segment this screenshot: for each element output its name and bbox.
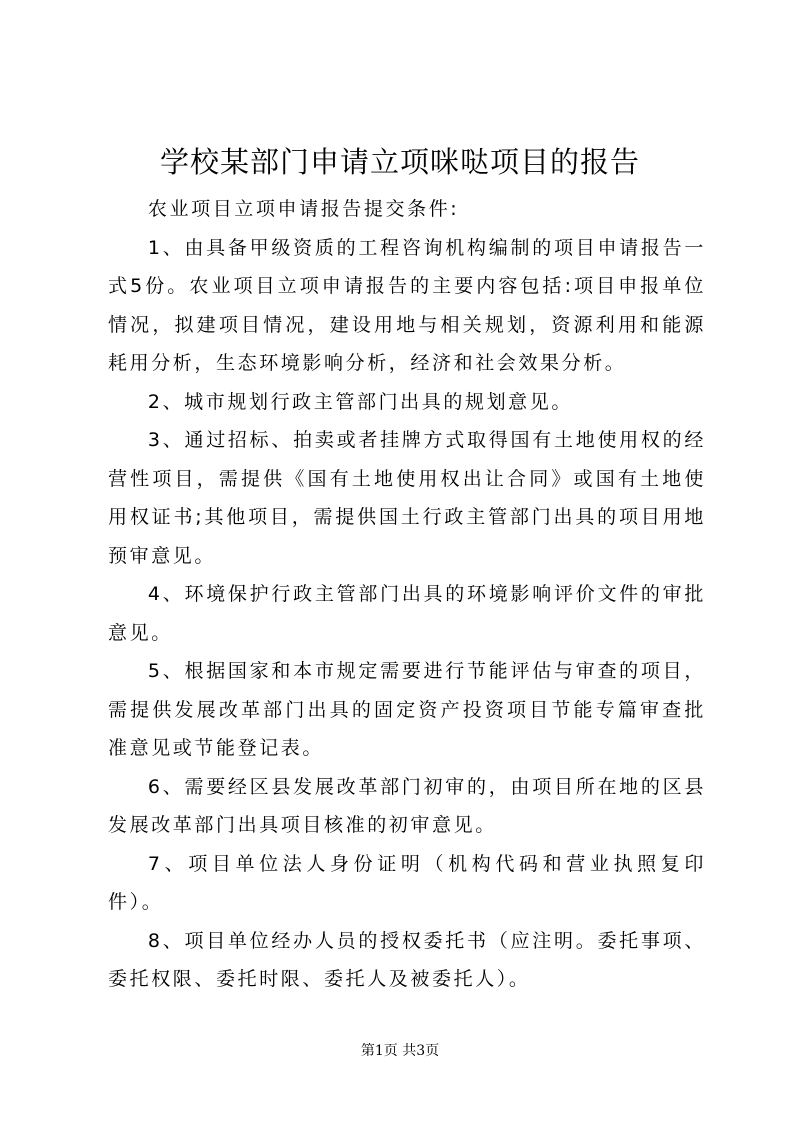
page-number-footer: 第1页 共3页	[360, 1043, 440, 1059]
paragraph-item-2: 2、城市规划行政主管部门出具的规划意见。	[147, 390, 573, 413]
paragraph-item-5: 5、根据国家和本市规定需要进行节能评估与审查的项目，需提供发展改革部门出具的固定资产投资项目节能专篇审查批准意见或节能登记表。	[108, 660, 706, 759]
paragraph-item-7: 7、项目单位法人身份证明（机构代码和营业执照复印件）。	[108, 852, 706, 913]
document-body	[108, 190, 706, 999]
paragraph-item-1: 1、由具备甲级资质的工程咨询机构编制的项目申请报告一式5份。农业项目立项申请报告的主要内容包括:项目申报单位情况，拟建项目情况，建设用地与相关规划，资源利用和能源耗用分析，生态环境影响分析，经济和社会效果分析。	[108, 236, 706, 374]
paragraph-item-3: 3、通过招标、拍卖或者挂牌方式取得国有土地使用权的经营性项目，需提供《国有土地使用权出让合同》或国有土地使用权证书;其他项目，需提供国土行政主管部门出具的项目用地预审意见。	[108, 429, 706, 567]
paragraph-item-8: 8、项目单位经办人员的授权委托书（应注明。委托事项、委托权限、委托时限、委托人及被委托人）。	[108, 929, 706, 990]
paragraph-item-4: 4、环境保护行政主管部门出具的环境影响评价文件的审批意见。	[108, 583, 706, 644]
paragraph-item-6: 6、需要经区县发展改革部门初审的，由项目所在地的区县发展改革部门出具项目核准的初审意见。	[108, 775, 706, 836]
paragraph-intro: 农业项目立项申请报告提交条件:	[147, 198, 460, 220]
document-title: 学校某部门申请立项咪哒项目的报告	[159, 145, 640, 179]
